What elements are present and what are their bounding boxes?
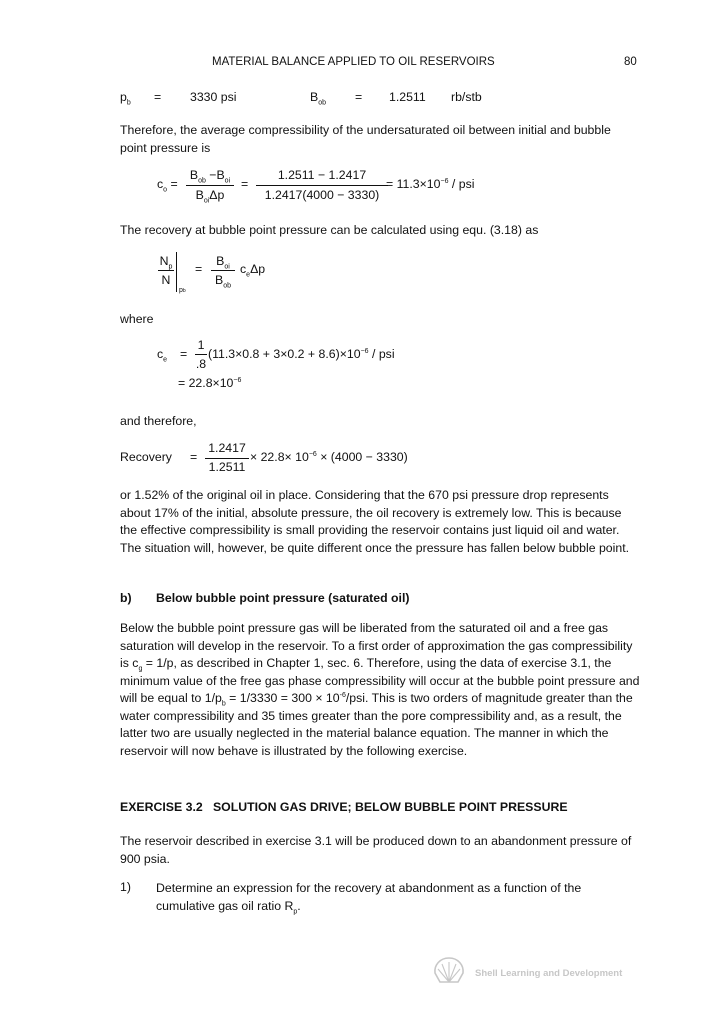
eq4-expression: × $22.8\times 10^{-6} \times (4000 - 3330)$: [250, 450, 408, 464]
eq2-fraction-bar: [211, 270, 235, 271]
param-pb-value: 3330 psi: [190, 90, 237, 104]
exercise-item-number: 1): [120, 880, 131, 894]
exercise-title: EXERCISE 3.2 SOLUTION GAS DRIVE; BELOW BUBBLE POINT PRESSURE: [120, 800, 568, 814]
eq2-fraction-bar-left: [158, 270, 174, 271]
footer-logo-text: Shell Learning and Development: [475, 968, 623, 979]
where-label: where: [120, 312, 154, 326]
eq2-numerator: $B_{oi}$: [216, 254, 230, 271]
page-number: 80: [624, 56, 637, 68]
eq4-equals: =: [190, 450, 198, 464]
param-pb: $p_b$: [120, 90, 131, 107]
shell-icon: [432, 955, 466, 987]
eq3-equals: =: [180, 347, 188, 361]
param-bob-equals: =: [355, 90, 363, 104]
section-b-label: b): [120, 591, 132, 605]
paragraph-recovery-discussion: or 1.52% of the original oil in place. Considering that the 670 psi pressure drop represents about 17% of the initial, absolute pressure, the oil recovery is extremely low. This is because the effective compressibility is small providing the reservoir contains just liquid oil and water. The situation will, however, be quite different once the pressure has fallen below bubble point.: [120, 488, 630, 555]
eq2-ce-dp: $c_e\Delta p$: [240, 262, 266, 279]
eq1-lhs: $c_o$ =: [157, 177, 178, 194]
eq3-fraction-bar: [195, 354, 207, 355]
eq4-fraction-bar: [205, 458, 249, 459]
eq4-lhs: Recovery: [120, 450, 172, 464]
eq3-numerator: 1: [197, 338, 205, 352]
eq2-equals: =: [195, 262, 203, 276]
eq4-numerator: 1.2417: [208, 441, 246, 455]
paragraph-recovery-intro: The recovery at bubble point pressure can be calculated using equ. (3.18) as: [120, 223, 539, 237]
and-therefore-label: and therefore,: [120, 414, 197, 428]
shell-logo: [432, 955, 466, 987]
exercise-item-text: Determine an expression for the recovery at abandonment as a function of the cumulative gas oil ratio $R_p$.: [156, 881, 582, 915]
paragraph-compressibility-intro: Therefore, the average compressibility of the undersaturated oil between initial and bubble point pressure is: [120, 123, 611, 155]
eq2-evaluation-subscript: pb: [179, 287, 186, 294]
eq1-numeric-denominator: 1.2417(4000 − 3330): [264, 188, 380, 202]
param-bob-unit: rb/stb: [451, 90, 482, 104]
eq1-denominator: $B_{oi}\Delta p$: [195, 188, 225, 205]
param-bob: $B_{ob}$: [310, 90, 326, 107]
eq2-denominator: $B_{ob}$: [215, 273, 231, 290]
param-bob-value: 1.2511: [389, 90, 426, 104]
eq1-result: = $11.3\times 10^{-6}$ / psi: [386, 177, 475, 191]
eq2-n: N: [161, 273, 171, 287]
eq1-equals-2: =: [241, 177, 249, 191]
paragraph-saturated-oil: Below the bubble point pressure gas will be liberated from the saturated oil and a free gas saturation will develop in the reservoir. To a first order of approximation the gas compressibility is $c_g = 1/p$, as described in Chapter 1, sec. 6. Therefore, using the data of exercise 3.1, the minimum value of the free gas phase compressibility will occur at the bubble point pressure and will be equal to $1/p_b = 1/3330 = 300 \times 10^{-6}/psi$. This is two orders of magnitude greater than the water compressibility and 35 times greater than the pore compressibility and, as a result, the latter two are usually neglected in the material balance equation. The manner in which the reservoir will now behave is illustrated by the following exercise.: [120, 621, 640, 758]
eq1-numeric-numerator: 1.2511 − 1.2417: [277, 168, 367, 182]
eq3-expression: $(11.3\times 0.8 + 3\times 0.2 + 8.6)\times 10^{-6}$ / psi: [208, 347, 395, 361]
eq1-fraction-bar: [186, 185, 234, 186]
eq1-numerator: $B_{ob} -B_{oi}$: [189, 168, 231, 185]
eq3-result: = $22.8\times 10^{-6}$: [178, 376, 242, 390]
eq2-np: $N_p$: [159, 254, 173, 271]
eq3-lhs: $c_e$: [157, 347, 168, 364]
eq1-numeric-fraction-bar: [256, 185, 388, 186]
param-pb-equals: =: [154, 90, 162, 104]
section-b-title: Below bubble point pressure (saturated oil): [156, 591, 410, 605]
eq3-denominator: .8: [195, 357, 207, 371]
exercise-text: The reservoir described in exercise 3.1 will be produced down to an abandonment pressure of 900 psia.: [120, 834, 632, 866]
running-header-title: MATERIAL BALANCE APPLIED TO OIL RESERVOIRS: [212, 56, 495, 68]
eq4-denominator: 1.2511: [208, 460, 246, 474]
eq2-evaluation-bar: [176, 252, 177, 292]
